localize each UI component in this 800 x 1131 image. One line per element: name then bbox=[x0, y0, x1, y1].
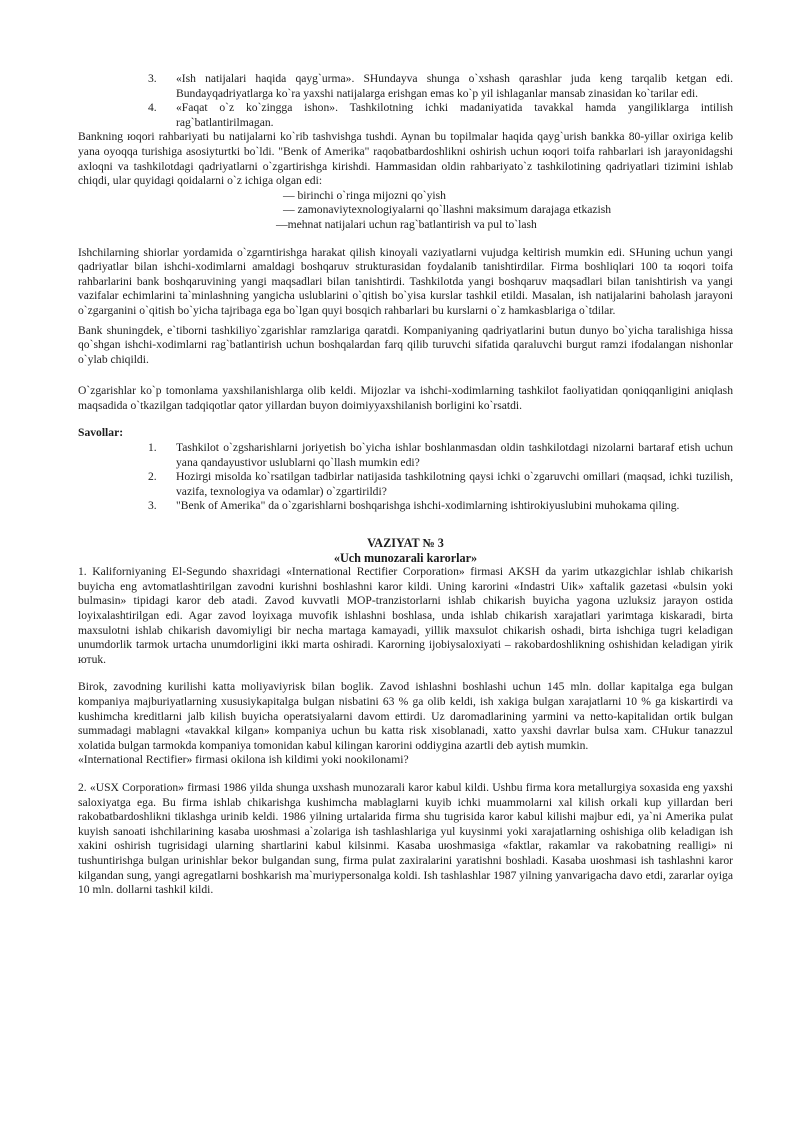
savollar-heading: Savollar: bbox=[78, 426, 124, 440]
dash-item: —mehnat natijalari uchun rag`batlantirish va pul to`lash bbox=[276, 217, 537, 231]
list-item-number: 3. bbox=[148, 72, 157, 85]
question-item bbox=[78, 499, 733, 514]
vaziyat-subtitle: «Uch munozarali karorlar» bbox=[333, 550, 478, 565]
values-list bbox=[78, 72, 733, 130]
list-item-number: 4. bbox=[148, 101, 157, 115]
symbols-paragraph: Bank shuningdek, e`tiborni tashkiliyo`zgarishlar ramzlariga qaratdi. Kompaniyaning qadriyatlarini butun dunyo bo`yicha taralishiga hissa qo`shgan ishchi-xodimlarni rag`batlantirish uchun boshqalardan farq qilib turuvchi sifatida qaraluvchi burgut ramzi ifodalangan nishonlar o`ylab chiqildi. bbox=[78, 323, 733, 366]
list-item bbox=[78, 72, 733, 101]
list-item-text: «Ish natijalari haqida qayg`urma». SHundayva shunga o`xshash qarashlar juda keng tarqalib ketgan edi. Bundayqadriyatlarga ko`ra yaxshi natijalarga erishgan emas ko`p yil ishlaganlar mansab zinasidan ko`tarilar edi. bbox=[176, 72, 733, 100]
question-number: 1. bbox=[148, 441, 157, 455]
question-text: Hozirgi misolda ko`rsatilgan tadbirlar natijasida tashkilotning qaysi ichki o`zgaruvchi omillari (maqsad, ichki tuzilish, vazifa, texnologiya va odamlar) o`zgartirildi? bbox=[176, 470, 733, 498]
question-text: Tashkilot o`zgsharishlarni joriyetish bo`yicha ishlar boshlanmasdan oldin tashkilotdagi nizolarni bartaraf etish uchun yana qandayustivor uslublarni qo`llash mumkin edi? bbox=[176, 441, 733, 469]
bank-paragraph: Bankning юqori rahbariyati bu natijalarni ko`rib tashvishga tushdi. Aynan bu topilmalar haqida qayg`urish bankka 80-yillar oxiriga kelib yana oyoqqa turishiga asosiyturtki bo`ldi. "Benk of Amerika" raqobatbardoshlikni oshirish uchun юqori toifa rahbarlari ish jarayonidagshi axloqni va tashkilotdagi qadriyatlarni o`zgartirishga kirishdi. Hammasidan oldin rahbariyato`z tashkilotining qadriyatlari tizimini ishlab chiqdi, ular quyidagi qoidalarni o`z ichiga olgan edi: bbox=[78, 130, 733, 188]
question-number: 2. bbox=[148, 470, 157, 484]
workers-paragraph: Ishchilarning shiorlar yordamida o`zgarntirishga harakat qilish kinoyali vaziyatlarni vujudga keltirish mumkin edi. SHuning uchun yangi qadriyatlar bilan ishchi-xodimlarni amaldagi boshqaruv strukturasidan foydalanib tanishtirdilar. Firma boshliqlari 100 ta юqori toifa rahbarlarini bank boshqaruvining yangi maqsadlari bilan tanishtirdi. Tashkilotda yangi boshqaruv maqsadlari bilan tanishtirish va yangi vazifalar echimlarini ta`minlashning yangicha uslublarini o`qitish bo`yisa kurslar tashkil etildi. Masalan, ish natijalarini baholash jarayoni o`zgarganini o`qitish bo`yicha tajribaga ega bo`lgan quyi bosqich rahbarlari bu kurslarni o`z hamkasblariga o`tdilar. bbox=[78, 245, 733, 317]
list-item bbox=[78, 101, 733, 130]
case2-paragraph: 2. «USX Corporation» firmasi 1986 yilda shunga uxshash munozarali karor kabul kildi. Ushbu firma kora metallurgiya soxasida eng yaxshi saloxiyatga ega. Bu firma ishlab chikarishga kushimcha mablaglarni kuyib ichki muammolarni xal kilish orkali kup yillardan beri rakobatbardoshlikni tiklashga urinib keldi. 1986 yilning urtalarida firma shu tugrisida karor kabul kilishi majbur edi, ya`ni Amerika pulat kuyish sanoati ishchilarining kasaba uюshmasi a`zolariga ish tashlashlariga yul kuysinmi yoki xarajatlarning oshishiga olib keladigan ish xakini oshirish tugrisidagi ularning shartlarini kabul kilsinmi. Kasaba uюshmasiga «faktlar, rakamlar va rakobatning realligi» ni tushuntirishga bulgan urinishlar bekor bulgandan sung, firma pulat zaxiralarini yaratishni boshladi. Kasaba uюshmasi ish tashlashni karor kilgandan sung, yangi agregatlarni boshkarish ma`muriypersonalga koldi. Ish tashlashlar 1987 yilning yanvarigacha davo etdi, zararlar oyiga 10 mln. dollarni tashkil kildi. bbox=[78, 780, 733, 897]
bank-section bbox=[78, 130, 733, 232]
vaziyat-title: VAZIYAT № 3 bbox=[367, 536, 444, 551]
dash-item: — birinchi o`ringa mijozni qo`yish bbox=[283, 188, 446, 202]
risk-paragraph: Birok, zavodning kurilishi katta moliyaviyrisk bilan boglik. Zavod ishlashni boshlashi uchun 145 mln. dollar kapitalga ega bulgan kompaniya majburiyatlarning xususiykapitalga bulgan nisbatini 63 % ga olib keldi, ish xakiga bulgan xarajatlarni 10 % ga kiskartirdi va kushimcha kreditlarni jalb kilish buyicha operatsiyalarni davom ettirdi. Uz daromadlarining yarmini va netto-kapitalidan ortik bulgan summadagi mablagni «tavakkal kilgan» kompaniya uchun bu katta risk xisoblanadi, xatto yaxshi davrlar bulsa xam. CHukur tanazzul xolatida bulgan tarmokda kompaniya tomonidan kabul kilingan karorini oddiygina azartli deb aytish mumkin. bbox=[78, 680, 733, 752]
results-paragraph: O`zgarishlar ko`p tomonlama yaxshilanishlarga olib keldi. Mijozlar va ishchi-xodimlarning tashkilot faoliyatidan qoniqqanligini aniqlash maqsadida o`tkazilgan tadqiqotlar qator yillardan buyon doimiyyaxshilanish borligini ko`rsatdi. bbox=[78, 384, 733, 412]
question-item bbox=[78, 470, 733, 499]
risk-section bbox=[78, 680, 733, 768]
question-text: "Benk of Amerika" da o`zgarishlarni boshqarishga ishchi-xodimlarning ishtirokiyuslubini muhokama qiling. bbox=[176, 499, 680, 513]
case1-paragraph: 1. Kaliforniyaning El-Segundo shaxridagi «International Rectifier Corporation» firmasi AKSH da yarim utkazgichlar ishlab chikarish buyicha eng avtomatlashtirilgan zavodni kurishni boshlashni karor kildi. Uning karorini «Indastri Uik» xaftalik gazetasi «bulsin yoki bulmasin» tipidagi karor deb atadi. Zavod kuvvatli MOP-tranzistorlarni ishlab chikarish buyicha yagona uzluksiz jarayon ostida loyixalashtirilgan edi. Agar zavod loyixaga muvofik ishlashni boshlasa, unda ishlab chikarish xarajatlari yarimtaga kiskaradi, birta maxsulotni ishlab chikarish davomiyligi bir necha martaga kamayadi, yillik maxsulot chikarish oshadi, birta ishchiga tugri keladigan unumdorlik tarmok urtacha unumdorligini ikki marta oshiradi. Karorning ijobiysaloxiyati – rakobardoshlikning oshishidan keladigan yirik ютuk. bbox=[78, 565, 733, 666]
dash-item: — zamonaviytexnologiyalarni qo`llashni maksimum darajaga etkazish bbox=[283, 203, 612, 217]
question-number: 3. bbox=[148, 499, 157, 513]
savollar-section bbox=[78, 426, 733, 514]
list-item-text: «Faqat o`z ko`zingga ishon». Tashkilotning ichki madaniyatida tavakkal hamda yangiliklarga intilish rag`batlantirilmagan. bbox=[176, 101, 733, 129]
question-item bbox=[78, 441, 733, 470]
rectifier-question: «International Rectifier» firmasi okilona ish kildimi yoki nookilonami? bbox=[78, 753, 409, 767]
